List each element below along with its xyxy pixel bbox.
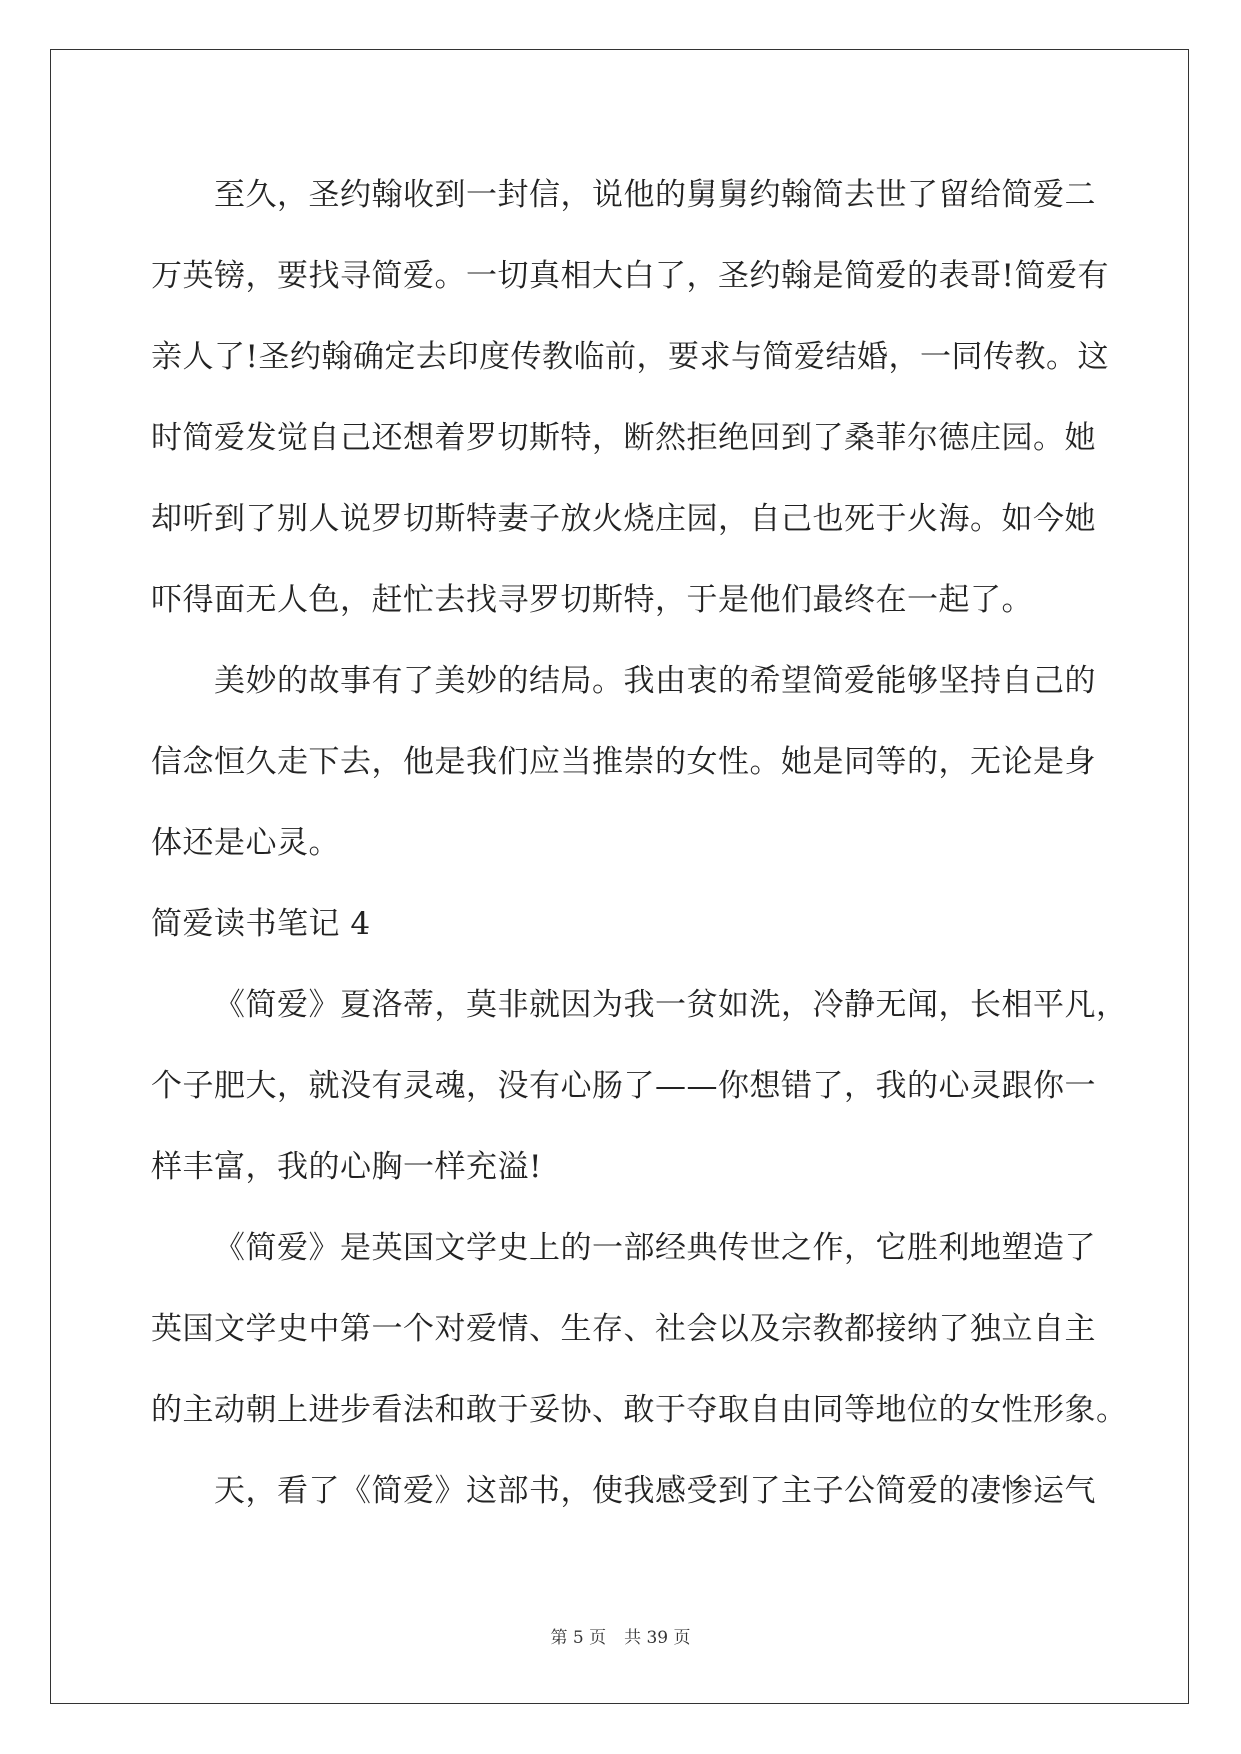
- text-line: 美妙的故事有了美妙的结局。我由衷的希望简爱能够坚持自己的: [214, 663, 1096, 699]
- section-heading: 简爱读书笔记 4: [151, 906, 371, 942]
- page-number: 第 5 页: [550, 1628, 607, 1648]
- text-line: 个子肥大，就没有灵魂，没有心肠了——你想错了，我的心灵跟你一: [151, 1068, 1096, 1104]
- text-line: 英国文学史中第一个对爱情、生存、社会以及宗教都接纳了独立自主: [151, 1311, 1096, 1347]
- text-line: 却听到了别人说罗切斯特妻子放火烧庄园，自己也死于火海。如今她: [151, 501, 1096, 537]
- text-line: 吓得面无人色，赶忙去找寻罗切斯特，于是他们最终在一起了。: [151, 582, 1033, 618]
- page-footer: [0, 1627, 1241, 1649]
- text-line: 体还是心灵。: [151, 825, 340, 861]
- text-line: 样丰富，我的心胸一样充溢!: [151, 1149, 542, 1185]
- text-line: 天，看了《简爱》这部书，使我感受到了主子公简爱的凄惨运气: [214, 1473, 1096, 1509]
- text-line: 《简爱》夏洛蒂，莫非就因为我一贫如洗，冷静无闻，长相平凡，: [214, 987, 1128, 1023]
- text-line: 的主动朝上进步看法和敢于妥协、敢于夺取自由同等地位的女性形象。: [151, 1392, 1128, 1428]
- text-line: 亲人了!圣约翰确定去印度传教临前，要求与简爱结婚，一同传教。这: [151, 339, 1109, 375]
- document-body: [151, 155, 1128, 1532]
- text-line: 至久，圣约翰收到一封信，说他的舅舅约翰简去世了留给简爱二: [214, 177, 1096, 213]
- text-line: 《简爱》是英国文学史上的一部经典传世之作，它胜利地塑造了: [214, 1230, 1096, 1266]
- page-total: 共 39 页: [624, 1628, 691, 1648]
- text-line: 时简爱发觉自己还想着罗切斯特，断然拒绝回到了桑菲尔德庄园。她: [151, 420, 1096, 456]
- text-line: 信念恒久走下去，他是我们应当推崇的女性。她是同等的，无论是身: [151, 744, 1096, 780]
- text-line: 万英镑，要找寻简爱。一切真相大白了，圣约翰是简爱的表哥!简爱有: [151, 258, 1109, 294]
